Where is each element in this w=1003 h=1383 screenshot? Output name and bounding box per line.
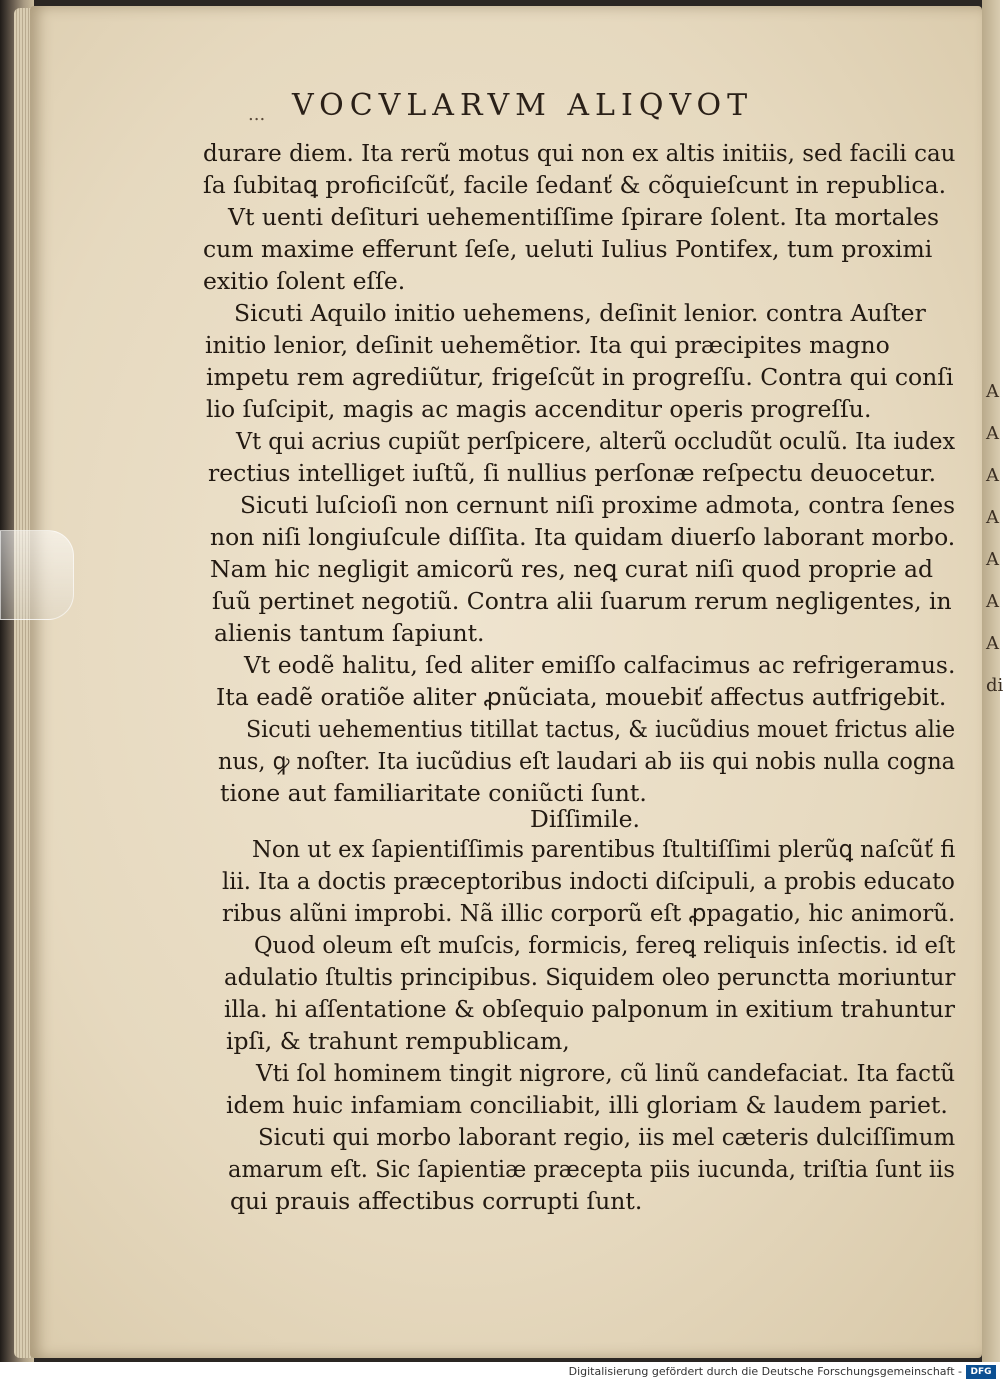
head-marks: ... <box>248 104 266 125</box>
text-line: tione aut familiaritate coniũcti ſunt. <box>220 779 647 807</box>
next-page-letter: A <box>986 591 999 612</box>
text-line: Sicuti Aquilo initio uehemens, deſinit lenior. contra Auſter <box>234 299 926 327</box>
next-page-letter: A <box>986 423 999 444</box>
section-heading: Diſſimile. <box>530 805 640 833</box>
text-line: ribus alũni improbi. Nã illic corporũ eſt ꝓpagatio, hic animorũ. <box>222 899 956 927</box>
text-line: ſa ſubitaꝗ proficiſcũť, facile ſedanť & cõquieſcunt in republica. <box>203 171 947 199</box>
footer-bar <box>0 1362 1000 1383</box>
text-line: rectius intelliget iuſtũ, ſi nullius perſonæ reſpectu deuocetur. <box>208 459 937 487</box>
text-line: Sicuti qui morbo laborant regio, iis mel cæteris dulciſſimum <box>258 1123 956 1151</box>
next-page-letter: A <box>986 507 999 528</box>
text-line: amarum eſt. Sic ſapientiæ præcepta piis iucunda, triſtia ſunt iis <box>228 1155 955 1183</box>
text-line: Ita eadẽ oratiõe aliter ꝓnũciata, mouebiť affectus autfrigebit. <box>216 683 947 711</box>
next-page-letter: di <box>986 675 1003 696</box>
text-line: nus, ꝙ noſter. Ita iucũdius eſt laudari ab iis qui nobis nulla cogna <box>218 747 956 775</box>
text-line: Vt qui acrius cupiũt perſpicere, alterũ occludũt oculũ. Ita iudex <box>236 427 956 455</box>
dfg-logo: DFG <box>966 1365 996 1379</box>
next-page-letter: A <box>986 465 999 486</box>
text-line: exitio ſolent eſſe. <box>203 267 406 295</box>
running-head: VOCVLARVM ALIQVOT <box>292 88 754 123</box>
text-line: non niſi longiuſcule diſſita. Ita quidam diuerſo laborant morbo. <box>210 523 956 551</box>
text-line: Vt uenti deſituri uehementiſſime ſpirare ſolent. Ita mortales <box>228 203 940 231</box>
text-line: Non ut ex ſapientiſſimis parentibus ſtultiſſimi plerũꝗ naſcũť fi <box>252 835 956 863</box>
next-page-letter: A <box>986 381 999 402</box>
text-line: Nam hic negligit amicorũ res, neꝗ curat niſi quod proprie ad <box>210 555 934 583</box>
text-line: qui prauis affectibus corrupti ſunt. <box>230 1187 643 1215</box>
next-page-letter: A <box>986 633 999 654</box>
text-line: illa. hi aſſentatione & obſequio palponum in exitium trahuntur <box>224 995 955 1023</box>
text-line: Vti ſol hominem tingit nigrore, cũ linũ candefaciat. Ita factũ <box>256 1059 956 1087</box>
next-page-letter: A <box>986 549 999 570</box>
text-line: idem huic infamiam conciliabit, illi gloriam & laudem pariet. <box>226 1091 948 1119</box>
text-line: Sicuti uehementius titillat tactus, & iucũdius mouet frictus alie <box>246 715 956 743</box>
text-line: Vt eodẽ halitu, ſed aliter emiſſo calfacimus ac refrigeramus. <box>244 651 956 679</box>
text-line: lii. Ita a doctis præceptoribus indocti diſcipuli, a probis educato <box>222 867 955 895</box>
text-line: durare diem. Ita rerũ motus qui non ex altis initiis, sed facili cau <box>203 139 956 167</box>
text-line: Sicuti luſcioſi non cernunt niſi proxime admota, contra ſenes <box>240 491 956 519</box>
text-line: impetu rem agrediũtur, frigeſcũt in progreſſu. Contra qui conſi <box>206 363 954 391</box>
text-line: lio ſuſcipit, magis ac magis accenditur operis progreſſu. <box>206 395 872 423</box>
text-line: cum maxime efferunt ſeſe, ueluti Iulius Pontifex, tum proximi <box>203 235 933 263</box>
text-line: adulatio ſtultis principibus. Siquidem oleo perunctta moriuntur <box>224 963 956 991</box>
text-line: initio lenior, deſinit uehemẽtior. Ita qui præcipites magno <box>205 331 890 359</box>
text-line: alienis tantum ſapiunt. <box>214 619 485 647</box>
digitization-credit: Digitalisierung gefördert durch die Deutsche Forschungsgemeinschaft - <box>568 1365 962 1378</box>
text-line: ipſi, & trahunt rempublicam, <box>226 1027 570 1055</box>
text-line: Quod oleum eſt muſcis, formicis, fereꝗ reliquis inſectis. id eſt <box>254 931 956 959</box>
text-line: ſuũ pertinet negotiũ. Contra alii ſuarum rerum negligentes, in <box>212 587 952 615</box>
